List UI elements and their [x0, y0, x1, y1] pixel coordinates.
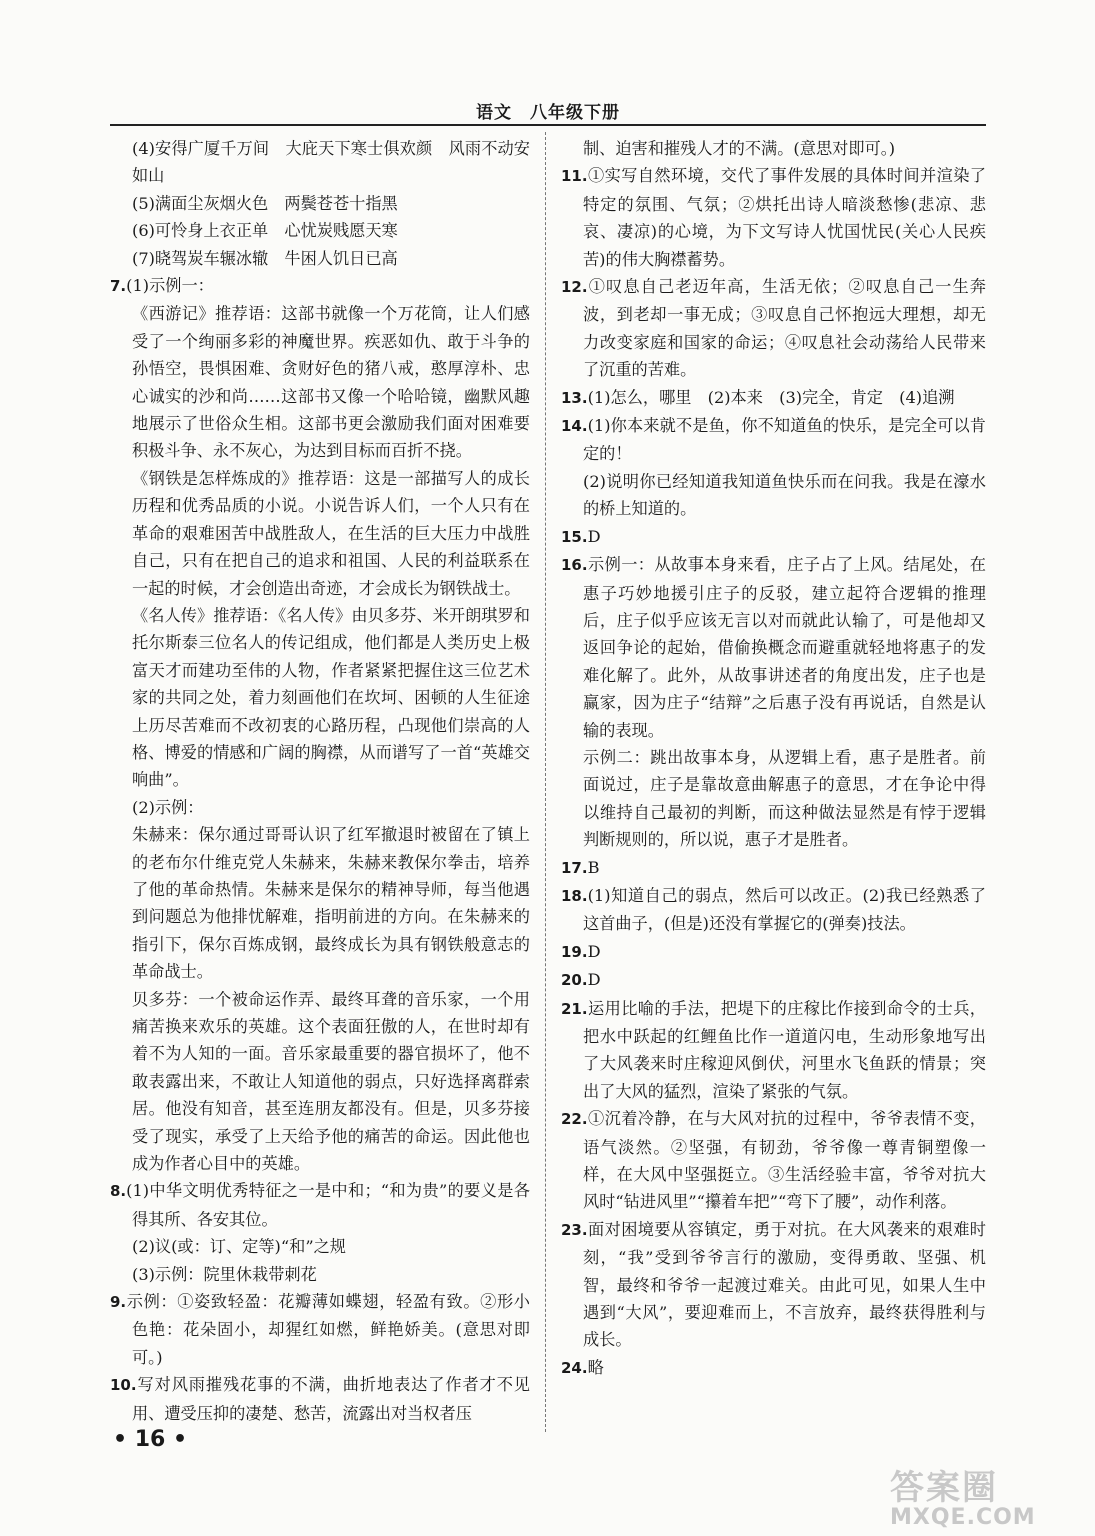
answer-text: (7)晓驾炭车辗冰辙 牛困人饥日已高	[132, 248, 398, 268]
right-answer-paragraph	[561, 938, 986, 966]
left-answer-paragraph	[110, 245, 530, 272]
answer-text: ①沉着冷静，在与大风对抗的过程中，爷爷表情不变，语气淡然。②坚强，有韧劲，爷爷像一尊青铜塑像一样，在大风中坚强挺立。③生活经验丰富，爷爷对抗大风时“钻进风里”“攥着车把”“弯下了腰”，动作利落。	[583, 1109, 986, 1212]
answer-text: B	[587, 857, 600, 877]
answer-text: 运用比喻的手法，把堤下的庄稼比作接到命令的士兵，把水中跃起的红鲤鱼比作一道道闪电，生动形象地写出了大风袭来时庄稼迎风倒伏，河里水飞鱼跃的情景；突出了大风的猛烈，渲染了紧张的气氛。	[583, 998, 986, 1101]
answer-text: (1)示例一：	[126, 276, 214, 296]
answer-text: (6)可怜身上衣正单 心忧炭贱愿天寒	[132, 221, 398, 241]
answer-text: (2)议(或：订、定等)“和”之规	[132, 1237, 346, 1257]
question-number: 20.	[561, 971, 588, 990]
answer-text: 《名人传》推荐语：《名人传》由贝多芬、米开朗琪罗和托尔斯泰三位名人的传记组成，他们都是人类历史上极富天才而建功至伟的人物，作者紧紧把握住这三位艺术家的共同之处，着力刻画他们在坎坷、困顿的人生征途上历尽苦难而不改初衷的心路历程，凸现他们崇高的人格、博爱的情感和广阔的胸襟，从而谱写了一首“英雄交响曲”。	[132, 605, 530, 790]
page-number: • 16 •	[113, 1427, 188, 1452]
answer-text: (2)示例：	[132, 797, 204, 817]
question-number: 24.	[561, 1358, 588, 1377]
page-header: 语文 八年级下册	[476, 103, 620, 123]
answer-text: 写对风雨摧残花事的不满，曲折地表达了作者才不见用、遭受压抑的凄楚、愁苦，流露出对当权者压	[132, 1375, 530, 1423]
answer-text: D	[587, 970, 601, 990]
answer-text: (1)怎么，哪里 (2)本来 (3)完全，肯定 (4)追溯	[587, 387, 955, 407]
answer-text: ①实写自然环境，交代了事件发展的具体时间并渲染了特定的氛围、气氛；②烘托出诗人暗淡愁惨(悲凉、悲哀、凄凉)的心境，为下文写诗人忧国忧民(关心人民疾苦)的伟大胸襟蓄势。	[583, 166, 986, 269]
left-answer-paragraph	[110, 465, 530, 602]
answer-text: 略	[587, 1357, 604, 1377]
answer-text: 示例二：跳出故事本身，从逻辑上看，惠子是胜者。前面说过，庄子是靠故意曲解惠子的意思，才在争论中得以维持自己最初的判断，而这种做法显然是有悖于逻辑判断规则的，所以说，惠子才是胜者。	[583, 747, 986, 850]
question-number: 9.	[110, 1293, 127, 1312]
right-column	[561, 135, 986, 1382]
answer-text: (4)安得广厦千万间 大庇天下寒士俱欢颜 风雨不动安如山	[132, 139, 530, 186]
question-number: 18.	[561, 886, 588, 905]
right-answer-paragraph	[561, 523, 986, 551]
left-answer-paragraph	[110, 217, 530, 244]
question-number: 13.	[561, 388, 588, 407]
question-number: 11.	[561, 167, 588, 186]
left-column	[110, 135, 530, 1427]
question-number: 8.	[110, 1182, 127, 1201]
right-answer-paragraph	[561, 1354, 986, 1382]
right-answer-paragraph	[561, 135, 986, 162]
answer-text: 《钢铁是怎样炼成的》推荐语：这是一部描写人的成长历程和优秀品质的小说。小说告诉人们，一个人只有在革命的艰难困苦中战胜敌人，在生活的巨大压力中战胜自己，只有在把自己的追求和祖国、人民的利益联系在一起的时候，才会创造出奇迹，才会成长为钢铁战士。	[132, 468, 530, 598]
header-rule	[110, 124, 986, 126]
question-number: 14.	[561, 417, 588, 436]
answer-text: 制、迫害和摧残人才的不满。(意思对即可。)	[583, 139, 896, 158]
right-answer-paragraph	[561, 1216, 986, 1354]
left-answer-paragraph	[110, 821, 530, 985]
question-number: 23.	[561, 1220, 588, 1239]
left-answer-paragraph	[110, 794, 530, 821]
question-number: 19.	[561, 942, 588, 961]
question-number: 7.	[110, 277, 127, 296]
right-answer-paragraph	[561, 412, 986, 468]
right-answer-paragraph	[561, 162, 986, 273]
question-number: 22.	[561, 1110, 588, 1129]
answer-text: 《西游记》推荐语：这部书就像一个万花筒，让人们感受了一个绚丽多彩的神魔世界。疾恶如仇、敢于斗争的孙悟空，畏惧困难、贪财好色的猪八戒，憨厚淳朴、忠心诚实的沙和尚……这部书又像一个哈哈镜，幽默风趣地展示了世俗众生相。这部书更会激励我们面对困难要积极斗争、永不灰心，为达到目标而百折不挠。	[132, 304, 530, 461]
right-answer-paragraph	[561, 384, 986, 412]
right-answer-paragraph	[561, 995, 986, 1106]
answer-text: D	[587, 941, 601, 961]
question-number: 16.	[561, 556, 588, 575]
right-answer-paragraph	[561, 744, 986, 854]
right-answer-paragraph	[561, 882, 986, 938]
left-answer-paragraph	[110, 1288, 530, 1371]
right-answer-paragraph	[561, 273, 986, 384]
left-answer-paragraph	[110, 986, 530, 1178]
question-number: 10.	[110, 1376, 137, 1395]
left-answer-paragraph	[110, 1233, 530, 1260]
left-answer-paragraph	[110, 135, 530, 190]
left-answer-paragraph	[110, 1177, 530, 1233]
right-answer-paragraph	[561, 551, 986, 744]
question-number: 17.	[561, 858, 588, 877]
question-number: 15.	[561, 527, 588, 546]
right-answer-paragraph	[561, 1105, 986, 1216]
answer-text: (1)你本来就不是鱼，你不知道鱼的快乐，是完全可以肯定的！	[583, 416, 986, 464]
answer-text: (5)满面尘灰烟火色 两鬓苍苍十指黑	[132, 193, 398, 213]
question-number: 21.	[561, 999, 588, 1018]
left-answer-paragraph	[110, 190, 530, 217]
question-number: 12.	[561, 278, 588, 297]
answer-text: 示例一：从故事本身来看，庄子占了上风。结尾处，在惠子巧妙地援引庄子的反驳，建立起符合逻辑的推理后，庄子似乎应该无言以对而就此认输了，可是他却又返回争论的起始，借偷换概念而避重就轻地将惠子的发难化解了。此外，从故事讲述者的角度出发，庄子也是赢家，因为庄子“结辩”之后惠子没有再说话，自然是认输的表现。	[583, 555, 986, 740]
answer-text: (3)示例：院里休栽带刺花	[132, 1264, 317, 1284]
right-answer-paragraph	[561, 468, 986, 523]
column-divider	[545, 132, 546, 1432]
answer-text: (2)说明你已经知道我知道鱼快乐而在问我。我是在濠水的桥上知道的。	[583, 471, 986, 519]
left-answer-paragraph	[110, 1261, 530, 1288]
answer-text: (1)知道自己的弱点，然后可以改正。(2)我已经熟悉了这首曲子，(但是)还没有掌握它的(弹奏)技法。	[583, 885, 986, 934]
left-answer-paragraph	[110, 300, 530, 464]
left-answer-paragraph	[110, 1371, 530, 1427]
answer-text: 贝多芬：一个被命运作弄、最终耳聋的音乐家，一个用痛苦换来欢乐的英雄。这个表面狂傲的人，在世时却有着不为人知的一面。音乐家最重要的器官损坏了，他不敢表露出来，不敢让人知道他的弱点，只好选择离群索居。他没有知音，甚至连朋友都没有。但是，贝多芬接受了现实，承受了上天给予他的痛苦的命运。因此他也成为作者心目中的英雄。	[132, 989, 530, 1174]
right-answer-paragraph	[561, 966, 986, 994]
answer-text: D	[587, 526, 601, 546]
answer-text: 朱赫来：保尔通过哥哥认识了红军撤退时被留在了镇上的老布尔什维克党人朱赫来，朱赫来教保尔拳击，培养了他的革命热情。朱赫来是保尔的精神导师，每当他遇到问题总为他排忧解难，指明前进的方向。在朱赫来的指引下，保尔百炼成钢，最终成长为具有钢铁般意志的革命战士。	[132, 825, 530, 982]
answer-text: 面对困境要从容镇定，勇于对抗。在大风袭来的艰难时刻，“我”受到爷爷言行的激励，变得勇敢、坚强、机智，最终和爷爷一起渡过难关。由此可见，如果人生中遇到“大风”，要迎难而上，不言放弃，最终获得胜利与成长。	[583, 1219, 986, 1350]
left-answer-paragraph	[110, 602, 530, 794]
watermark-logo: 答案圈 MXQE.COM	[890, 1468, 1036, 1530]
left-answer-paragraph	[110, 272, 530, 300]
answer-text: (1)中华文明优秀特征之一是中和；“和为贵”的要义是各得其所、各安其位。	[126, 1181, 530, 1229]
answer-text: ①叹息自己老迈年高，生活无依；②叹息自己一生奔波，到老却一事无成；③叹息自己怀抱远大理想，却无力改变家庭和国家的命运；④叹息社会动荡给人民带来了沉重的苦难。	[583, 277, 986, 380]
right-answer-paragraph	[561, 854, 986, 882]
answer-text: 示例：①姿致轻盈：花瓣薄如蝶翅，轻盈有致。②形小色艳：花朵固小，却猩红如燃，鲜艳娇美。(意思对即可。)	[126, 1292, 530, 1367]
